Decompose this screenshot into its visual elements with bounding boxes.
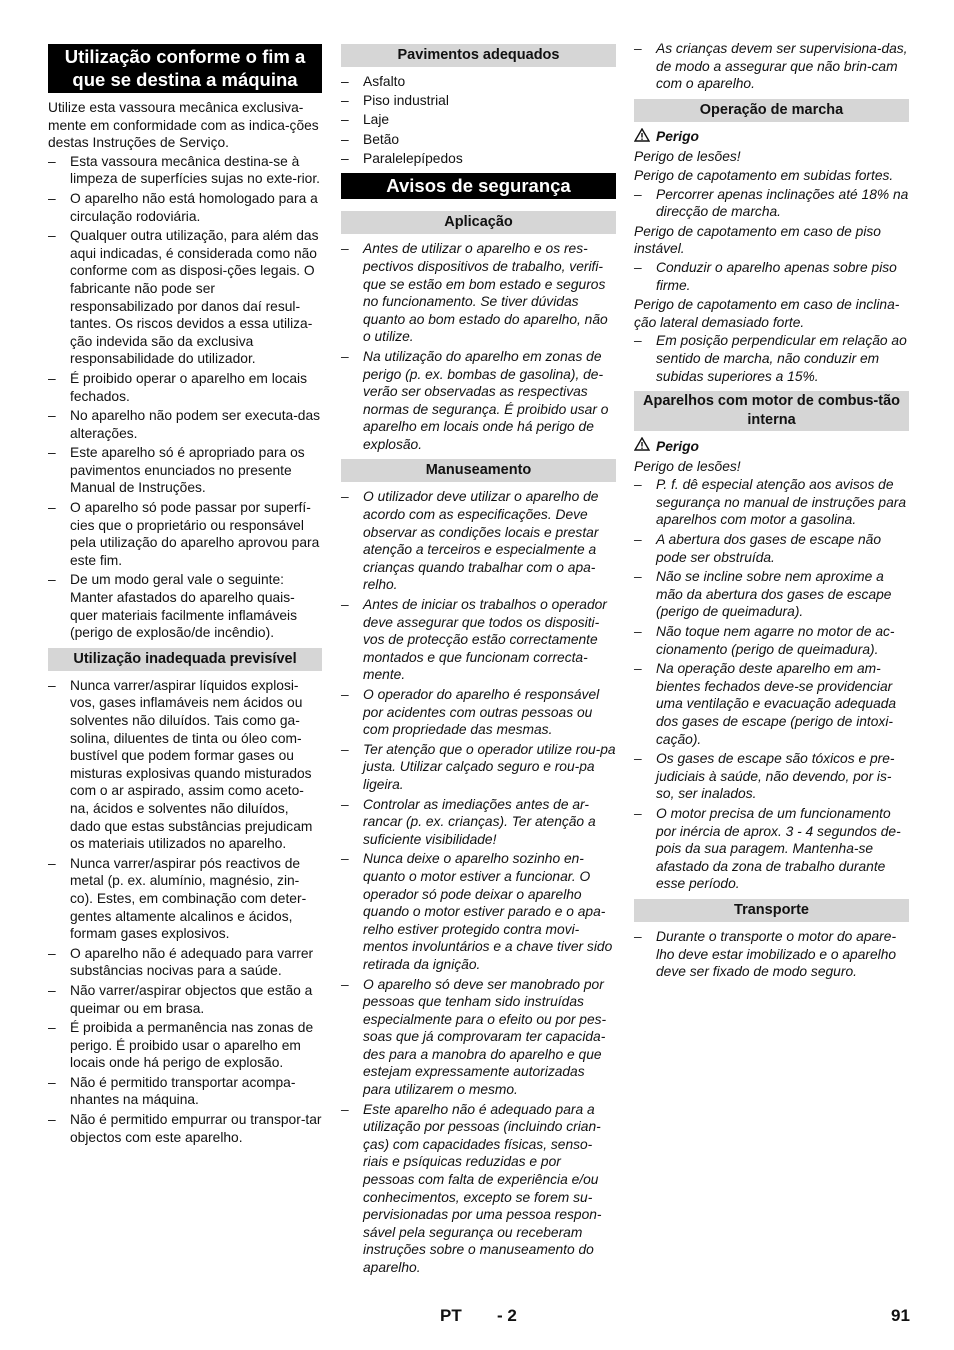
section-title-misuse: Utilização inadequada previsível xyxy=(48,648,322,671)
list-item: – O operador do aparelho é responsável por acidentes com outras pessoas ou com propriedade das mesmas. xyxy=(341,686,616,739)
footer-language: PT xyxy=(440,1306,462,1325)
children-list xyxy=(634,40,909,93)
list-item: – Conduzir o aparelho apenas sobre piso firme. xyxy=(634,259,909,294)
list-item: – Esta vassoura mecânica destina-se à limpeza de superfícies sujas no exte-rior. xyxy=(48,153,322,188)
section-title-engine: Aparelhos com motor de combus-tão interna xyxy=(634,391,909,431)
intro-paragraph: Utilize esta vassoura mecânica exclusiva-mente em conformidade com as indica-ções destas Instruções de Serviço. xyxy=(48,100,319,151)
list-item: – Em posição perpendicular em relação ao sentido de marcha, não conduzir em subidas superiores a 15%. xyxy=(634,332,909,385)
list-item: – Controlar as imediações antes de ar-rancar (p. ex. crianças). Ter atenção a suficiente visibilidade! xyxy=(341,796,616,849)
list-item: – Ter atenção que o operador utilize rou-pa justa. Utilizar calçado seguro e rou-pa ligeira. xyxy=(341,741,616,794)
list-item: – O motor precisa de um funcionamento por inércia de aprox. 3 - 4 segundos de-pois da sua paragem. Mantenha-se afastado da zona de trabalho durante esse período. xyxy=(634,805,909,893)
list-item: – Betão xyxy=(341,131,616,149)
transport-list xyxy=(634,928,909,981)
section-title-driving: Operação de marcha xyxy=(634,99,909,122)
list-item: – Não se incline sobre nem aproxime a mão da abertura dos gases de escape (perigo de queimadura). xyxy=(634,568,909,621)
list-item: – Na operação deste aparelho em am-bientes fechados deve-se providenciar uma ventilação e evacuação adequada dos gases de escape (perigo de intoxi-cação). xyxy=(634,660,909,748)
list-item: – É proibido operar o aparelho em locais fechados. xyxy=(48,370,322,405)
list-item: – Não é permitido empurrar ou transpor-tar objectos com este aparelho. xyxy=(48,1111,322,1146)
list-item: – Laje xyxy=(341,111,616,129)
list-item: – Durante o transporte o motor do apare-lho deve estar imobilizado e o aparelho deve ser fixado de modo seguro. xyxy=(634,928,909,981)
list-item: – Paralelepípedos xyxy=(341,150,616,168)
paragraph: Perigo de lesões! xyxy=(634,458,741,474)
floors-list xyxy=(341,73,616,167)
section-title-transport: Transporte xyxy=(634,899,909,922)
list-item: – Percorrer apenas inclinações até 18% na direcção de marcha. xyxy=(634,186,909,221)
paragraph: Perigo de capotamento em subidas fortes. xyxy=(634,167,894,183)
list-item: – Não é permitido transportar acompa-nhantes na máquina. xyxy=(48,1074,322,1109)
footer-section: - 2 xyxy=(497,1306,517,1325)
column-2 xyxy=(341,44,616,1283)
section-title-application: Aplicação xyxy=(341,211,616,234)
list-item: – No aparelho não podem ser executa-das alterações. xyxy=(48,407,322,442)
application-list xyxy=(341,240,616,453)
footer-page-number: 91 xyxy=(891,1306,910,1325)
danger-label xyxy=(634,437,909,456)
warning-triangle-icon xyxy=(634,128,656,147)
list-item: – P. f. dê especial atenção aos avisos de segurança no manual de instruções para aparelhos com motor a gasolina. xyxy=(634,476,909,529)
list-item: – O aparelho não está homologado para a circulação rodoviária. xyxy=(48,190,322,225)
driving-list-1 xyxy=(634,186,909,221)
section-title-intended-use: Utilização conforme o fim a que se destina a máquina xyxy=(48,44,322,93)
column-3 xyxy=(634,40,909,987)
list-item: – É proibida a permanência nas zonas de perigo. É proibido usar o aparelho em locais onde há perigo de explosão. xyxy=(48,1019,322,1072)
list-item: – O aparelho só pode passar por superfí-cies que o proprietário ou responsável pela utilização do aparelho aprovou para este fim. xyxy=(48,499,322,569)
list-item: – O aparelho não é adequado para varrer substâncias nocivas para a saúde. xyxy=(48,945,322,980)
list-item: – Os gases de escape são tóxicos e pre-judiciais à saúde, não devendo, por is-so, ser inalados. xyxy=(634,750,909,803)
driving-list-3 xyxy=(634,332,909,385)
list-item: – Nunca varrer/aspirar pós reactivos de metal (p. ex. alumínio, magnésio, zin-co). Estes, em combinação com deter-gentes altamente alcalinos e ácidos, formam gases explosivos. xyxy=(48,855,322,943)
driving-list-2 xyxy=(634,259,909,294)
list-item: – Este aparelho só é apropriado para os pavimentos enunciados no presente Manual de Instruções. xyxy=(48,444,322,497)
column-1 xyxy=(48,44,322,1152)
danger-text: Perigo xyxy=(656,129,699,145)
list-item: – Qualquer outra utilização, para além das aqui indicadas, é considerada como não conforme com as disposi-ções legais. O fabricante não pode ser responsabilizado por danos daí resul-tantes. Os riscos devidos a essa utiliza-ção indevida são da exclusiva responsabilidade do utilizador. xyxy=(48,227,322,368)
danger-text: Perigo xyxy=(656,438,699,454)
list-item: – Antes de utilizar o aparelho e os res-pectivos dispositivos de trabalho, verifi-que se estão em bom estado e seguros no funcionamento. Se tiver dúvidas quanto ao bom estado do aparelho, não o utilize. xyxy=(341,240,616,346)
list-item: – Não varrer/aspirar objectos que estão a queimar ou em brasa. xyxy=(48,982,322,1017)
danger-label xyxy=(634,128,909,147)
list-item: – Na utilização do aparelho em zonas de perigo (p. ex. bombas de gasolina), de-verão ser observadas as respectivas normas de segurança. É proibido usar o aparelho em locais onde há perigo de explosão. xyxy=(341,348,616,454)
list-item: – De um modo geral vale o seguinte: Manter afastados do aparelho quais-quer materiais facilmente inflamáveis (perigo de explosão/de incêndio). xyxy=(48,571,322,641)
list-item: – Piso industrial xyxy=(341,92,616,110)
misuse-list xyxy=(48,677,322,1146)
list-item: – Nunca deixe o aparelho sozinho en-quanto o motor estiver a funcionar. O operador só pode deixar o aparelho quando o motor estiver parado e o apa-relho estiver protegido contra movi-mentos involuntários e a chave tiver sido retirada da ignição. xyxy=(341,850,616,973)
engine-list xyxy=(634,476,909,893)
section-title-floors: Pavimentos adequados xyxy=(341,44,616,67)
warning-triangle-icon xyxy=(634,437,656,456)
intended-use-list xyxy=(48,153,322,642)
section-title-handling: Manuseamento xyxy=(341,459,616,482)
paragraph: Perigo de capotamento em caso de inclina-ção lateral demasiado forte. xyxy=(634,297,900,330)
list-item: – Este aparelho não é adequado para a utilização por pessoas (incluindo crian-ças) com capacidades físicas, senso-riais e psíquicas reduzidas e por pessoas com falta de experiência e/ou conhecimentos, excepto se forem su-pervisionadas por uma pessoa respon-sável pela segurança ou receberam instruções sobre o manuseamento do aparelho. xyxy=(341,1101,616,1277)
handling-list xyxy=(341,488,616,1276)
list-item: – Não toque nem agarre no motor de ac-cionamento (perigo de queimadura). xyxy=(634,623,909,658)
section-title-safety: Avisos de segurança xyxy=(341,173,616,199)
list-item: – Asfalto xyxy=(341,73,616,91)
paragraph: Perigo de lesões! xyxy=(634,149,741,165)
list-item: – O utilizador deve utilizar o aparelho de acordo com as especificações. Deve observar as condições locais e prestar atenção a terceiros e especialmente a crianças quando trabalhar com o apa-relho. xyxy=(341,488,616,594)
list-item: – Nunca varrer/aspirar líquidos explosi-vos, gases inflamáveis nem ácidos ou solventes não diluídos. Tais como ga-solina, diluentes de tinta ou óleo com-bustível que podem formar gases ou misturas explosivas quando misturados com o ar aspirado, assim como aceto-na, ácidos e solventes não diluídos, dado que estas substâncias prejudicam os materiais utilizados no aparelho. xyxy=(48,677,322,853)
list-item: – As crianças devem ser supervisiona-das, de modo a assegurar que não brin-cam com o aparelho. xyxy=(634,40,909,93)
list-item: – Antes de iniciar os trabalhos o operador deve assegurar que todos os dispositi-vos de protecção estão correctamente montados e que funcionam correcta-mente. xyxy=(341,596,616,684)
list-item: – O aparelho só deve ser manobrado por pessoas que tenham sido instruídas especialmente para o efeito ou por pes-soas que já comprovaram ter capacida-des para a manobra do aparelho e que estejam expressamente autorizadas para utilizarem o mesmo. xyxy=(341,976,616,1099)
list-item: – A abertura dos gases de escape não pode ser obstruída. xyxy=(634,531,909,566)
paragraph: Perigo de capotamento em caso de piso instável. xyxy=(634,223,881,257)
